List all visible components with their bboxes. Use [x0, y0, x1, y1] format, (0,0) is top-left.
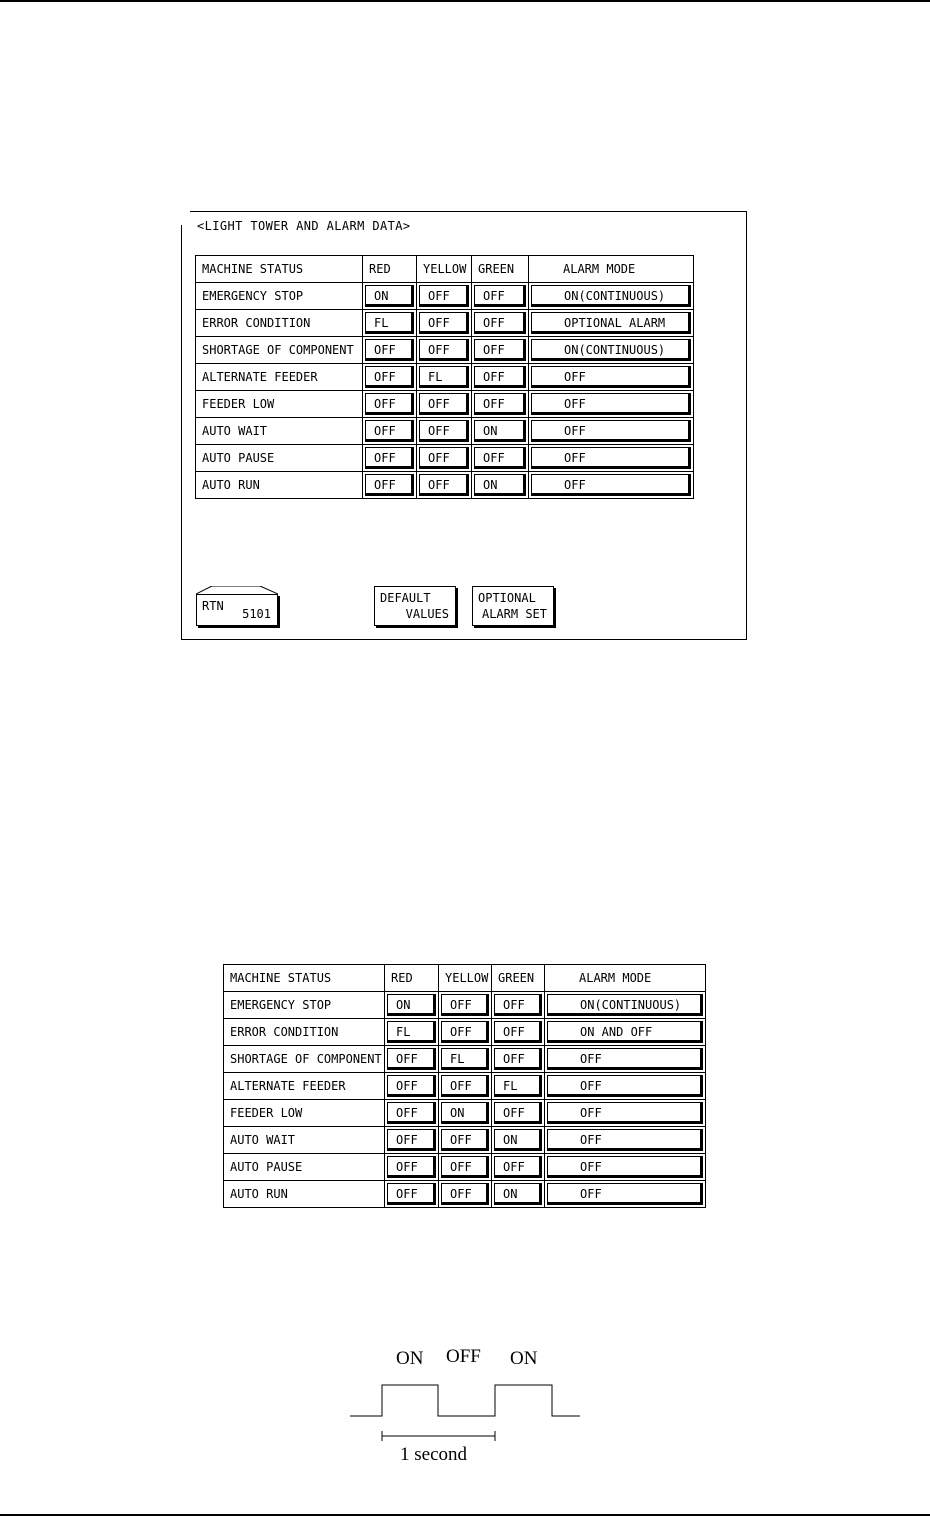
red-cell — [385, 1019, 439, 1046]
machine-status-label: FEEDER LOW — [196, 391, 363, 418]
table-row — [196, 337, 694, 364]
yellow-lamp-setting-button[interactable]: OFF — [441, 1075, 489, 1097]
timing-period-label: 1 second — [400, 1444, 468, 1465]
green-lamp-setting-button[interactable]: ON — [474, 474, 526, 496]
red-lamp-setting-button[interactable]: OFF — [387, 1102, 436, 1124]
red-lamp-setting-button[interactable]: OFF — [365, 447, 414, 469]
green-lamp-setting-button[interactable]: OFF — [474, 447, 526, 469]
green-cell — [492, 1073, 545, 1100]
timing-on-label-1: ON — [396, 1348, 424, 1369]
green-cell — [472, 364, 529, 391]
red-cell — [385, 1100, 439, 1127]
yellow-cell — [439, 1127, 492, 1154]
green-cell — [472, 310, 529, 337]
alarm-mode-setting-button[interactable]: OFF — [547, 1102, 703, 1124]
yellow-cell — [417, 391, 472, 418]
alarm-mode-setting-button[interactable]: OFF — [547, 1129, 703, 1151]
green-cell — [492, 1046, 545, 1073]
top-rule — [0, 0, 930, 2]
alarm-cell — [545, 1073, 706, 1100]
header-alarm-mode: ALARM MODE — [529, 256, 694, 283]
header-red: RED — [385, 965, 439, 992]
timing-on-label-2: ON — [510, 1348, 538, 1369]
alarm-cell — [545, 1046, 706, 1073]
green-cell — [472, 283, 529, 310]
green-lamp-setting-button[interactable]: FL — [494, 1075, 542, 1097]
table-header-row — [196, 256, 694, 283]
default-values-line1: DEFAULT — [380, 591, 431, 605]
table-row — [196, 391, 694, 418]
rtn-button-roof — [196, 586, 278, 594]
table-row — [224, 992, 706, 1019]
table-row — [196, 445, 694, 472]
green-lamp-setting-button[interactable]: OFF — [474, 366, 526, 388]
green-cell — [492, 1019, 545, 1046]
table-row — [196, 472, 694, 499]
green-cell — [492, 1100, 545, 1127]
machine-status-label: AUTO RUN — [224, 1181, 385, 1208]
red-cell — [385, 1046, 439, 1073]
red-cell — [385, 992, 439, 1019]
machine-status-label: ERROR CONDITION — [196, 310, 363, 337]
header-green: GREEN — [472, 256, 529, 283]
yellow-cell — [417, 445, 472, 472]
green-lamp-setting-button[interactable]: OFF — [494, 1048, 542, 1070]
yellow-lamp-setting-button[interactable]: OFF — [419, 339, 469, 361]
green-lamp-setting-button[interactable]: OFF — [494, 1156, 542, 1178]
yellow-lamp-setting-button[interactable]: OFF — [441, 1156, 489, 1178]
green-lamp-setting-button[interactable]: ON — [474, 420, 526, 442]
red-cell — [385, 1073, 439, 1100]
alarm-cell — [529, 283, 694, 310]
red-lamp-setting-button[interactable]: OFF — [387, 1048, 436, 1070]
yellow-cell — [417, 310, 472, 337]
red-cell — [363, 364, 417, 391]
alarm-mode-setting-button[interactable]: OFF — [531, 474, 691, 496]
alarm-mode-setting-button[interactable]: OFF — [547, 1048, 703, 1070]
yellow-lamp-setting-button[interactable]: FL — [419, 366, 469, 388]
green-cell — [472, 391, 529, 418]
alarm-mode-setting-button[interactable]: OFF — [547, 1183, 703, 1205]
red-cell — [363, 472, 417, 499]
yellow-lamp-setting-button[interactable]: OFF — [419, 447, 469, 469]
yellow-cell — [439, 992, 492, 1019]
red-lamp-setting-button[interactable]: OFF — [365, 366, 414, 388]
table-row — [196, 364, 694, 391]
alarm-cell — [545, 1127, 706, 1154]
alarm-mode-setting-button[interactable]: OFF — [531, 366, 691, 388]
red-lamp-setting-button[interactable]: OFF — [365, 393, 414, 415]
table-row — [196, 310, 694, 337]
machine-status-label: ALTERNATE FEEDER — [224, 1073, 385, 1100]
green-lamp-setting-button[interactable]: ON — [494, 1183, 542, 1205]
alarm-mode-setting-button[interactable]: OPTIONAL ALARM — [531, 312, 691, 334]
optional-alarm-set-line2: ALARM SET — [481, 607, 547, 621]
table-row — [224, 1073, 706, 1100]
yellow-cell — [439, 1073, 492, 1100]
header-alarm-mode: ALARM MODE — [545, 965, 706, 992]
alarm-cell — [545, 1100, 706, 1127]
yellow-lamp-setting-button[interactable]: OFF — [419, 420, 469, 442]
yellow-lamp-setting-button[interactable]: FL — [441, 1048, 489, 1070]
table-row — [224, 1100, 706, 1127]
red-lamp-setting-button[interactable]: OFF — [365, 474, 414, 496]
red-cell — [363, 283, 417, 310]
alarm-cell — [529, 310, 694, 337]
red-cell — [385, 1181, 439, 1208]
yellow-cell — [439, 1154, 492, 1181]
red-lamp-setting-button[interactable]: FL — [387, 1021, 436, 1043]
rtn-button-label: RTN — [202, 599, 224, 613]
red-lamp-setting-button[interactable]: OFF — [387, 1075, 436, 1097]
panel-corner-notch — [181, 211, 190, 225]
rtn-button[interactable] — [196, 594, 278, 626]
header-machine-status: MACHINE STATUS — [196, 256, 363, 283]
green-lamp-setting-button[interactable]: ON — [494, 1129, 542, 1151]
green-lamp-setting-button[interactable]: OFF — [474, 393, 526, 415]
table-row — [224, 1127, 706, 1154]
alarm-mode-setting-button[interactable]: OFF — [531, 420, 691, 442]
yellow-lamp-setting-button[interactable]: OFF — [419, 285, 469, 307]
red-cell — [363, 310, 417, 337]
alarm-cell — [545, 1154, 706, 1181]
green-lamp-setting-button[interactable]: OFF — [494, 1021, 542, 1043]
machine-status-label: AUTO RUN — [196, 472, 363, 499]
yellow-cell — [417, 337, 472, 364]
default-values-line2: VALUES — [405, 607, 449, 621]
green-cell — [472, 445, 529, 472]
alarm-cell — [545, 1019, 706, 1046]
green-cell — [492, 992, 545, 1019]
header-red: RED — [363, 256, 417, 283]
header-green: GREEN — [492, 965, 545, 992]
yellow-cell — [439, 1046, 492, 1073]
optional-alarm-set-button[interactable] — [472, 586, 554, 626]
header-machine-status: MACHINE STATUS — [224, 965, 385, 992]
optional-alarm-set-line1: OPTIONAL — [478, 591, 536, 605]
red-lamp-setting-button[interactable]: ON — [365, 285, 414, 307]
machine-status-label: EMERGENCY STOP — [196, 283, 363, 310]
table-row — [224, 1046, 706, 1073]
machine-status-label: FEEDER LOW — [224, 1100, 385, 1127]
machine-status-label: SHORTAGE OF COMPONENT — [196, 337, 363, 364]
red-cell — [363, 337, 417, 364]
table-header-row — [224, 965, 706, 992]
red-cell — [363, 445, 417, 472]
machine-status-label: ALTERNATE FEEDER — [196, 364, 363, 391]
green-lamp-setting-button[interactable]: OFF — [474, 339, 526, 361]
yellow-cell — [439, 1100, 492, 1127]
red-lamp-setting-button[interactable]: ON — [387, 994, 436, 1016]
yellow-cell — [417, 418, 472, 445]
alarm-mode-setting-button[interactable]: ON AND OFF — [547, 1021, 703, 1043]
alarm-mode-setting-button[interactable]: OFF — [547, 1075, 703, 1097]
red-cell — [385, 1127, 439, 1154]
machine-status-label: AUTO WAIT — [196, 418, 363, 445]
red-cell — [363, 418, 417, 445]
yellow-lamp-setting-button[interactable]: OFF — [441, 1129, 489, 1151]
table-row — [224, 1154, 706, 1181]
yellow-lamp-setting-button[interactable]: OFF — [419, 393, 469, 415]
yellow-lamp-setting-button[interactable]: ON — [441, 1102, 489, 1124]
alarm-cell — [529, 445, 694, 472]
alarm-mode-setting-button[interactable]: ON(CONTINUOUS) — [547, 994, 703, 1016]
table-row — [224, 1181, 706, 1208]
bottom-rule — [0, 1514, 930, 1516]
table-row — [224, 1019, 706, 1046]
red-cell — [385, 1154, 439, 1181]
yellow-lamp-setting-button[interactable]: OFF — [441, 1183, 489, 1205]
alarm-cell — [529, 364, 694, 391]
alarm-data-table-editable — [195, 255, 694, 499]
alarm-mode-setting-button[interactable]: ON(CONTINUOUS) — [531, 339, 691, 361]
screen-title: <LIGHT TOWER AND ALARM DATA> — [197, 219, 411, 233]
yellow-cell — [417, 472, 472, 499]
red-lamp-setting-button[interactable]: OFF — [387, 1183, 436, 1205]
machine-status-label: EMERGENCY STOP — [224, 992, 385, 1019]
alarm-cell — [529, 472, 694, 499]
yellow-lamp-setting-button[interactable]: OFF — [441, 1021, 489, 1043]
alarm-cell — [545, 992, 706, 1019]
green-cell — [492, 1181, 545, 1208]
header-yellow: YELLOW — [439, 965, 492, 992]
rtn-button-screen-number: 5101 — [242, 607, 271, 621]
yellow-cell — [417, 364, 472, 391]
green-lamp-setting-button[interactable]: OFF — [494, 994, 542, 1016]
green-lamp-setting-button[interactable]: OFF — [494, 1102, 542, 1124]
alarm-cell — [529, 337, 694, 364]
machine-status-label: AUTO PAUSE — [196, 445, 363, 472]
yellow-lamp-setting-button[interactable]: OFF — [441, 994, 489, 1016]
yellow-lamp-setting-button[interactable]: OFF — [419, 312, 469, 334]
green-lamp-setting-button[interactable]: OFF — [474, 312, 526, 334]
alarm-cell — [529, 418, 694, 445]
red-lamp-setting-button[interactable]: OFF — [365, 339, 414, 361]
alarm-cell — [529, 391, 694, 418]
green-lamp-setting-button[interactable]: OFF — [474, 285, 526, 307]
default-values-button[interactable] — [374, 586, 456, 626]
yellow-lamp-setting-button[interactable]: OFF — [419, 474, 469, 496]
green-cell — [472, 472, 529, 499]
machine-status-label: ERROR CONDITION — [224, 1019, 385, 1046]
yellow-cell — [439, 1181, 492, 1208]
alarm-mode-setting-button[interactable]: ON(CONTINUOUS) — [531, 285, 691, 307]
alarm-mode-setting-button[interactable]: OFF — [547, 1156, 703, 1178]
red-lamp-setting-button[interactable]: OFF — [365, 420, 414, 442]
red-lamp-setting-button[interactable]: FL — [365, 312, 414, 334]
machine-status-label: AUTO WAIT — [224, 1127, 385, 1154]
machine-status-label: SHORTAGE OF COMPONENT — [224, 1046, 385, 1073]
alarm-mode-setting-button[interactable]: OFF — [531, 447, 691, 469]
green-cell — [472, 418, 529, 445]
yellow-cell — [439, 1019, 492, 1046]
alarm-mode-setting-button[interactable]: OFF — [531, 393, 691, 415]
table-row — [196, 418, 694, 445]
header-yellow: YELLOW — [417, 256, 472, 283]
machine-status-label: AUTO PAUSE — [224, 1154, 385, 1181]
timing-off-label: OFF — [446, 1346, 481, 1367]
red-lamp-setting-button[interactable]: OFF — [387, 1129, 436, 1151]
table-row — [196, 283, 694, 310]
green-cell — [472, 337, 529, 364]
red-cell — [363, 391, 417, 418]
yellow-cell — [417, 283, 472, 310]
on-off-timing-diagram — [340, 1340, 590, 1470]
green-cell — [492, 1127, 545, 1154]
green-cell — [492, 1154, 545, 1181]
red-lamp-setting-button[interactable]: OFF — [387, 1156, 436, 1178]
alarm-data-table-defaults — [223, 964, 706, 1208]
alarm-cell — [545, 1181, 706, 1208]
